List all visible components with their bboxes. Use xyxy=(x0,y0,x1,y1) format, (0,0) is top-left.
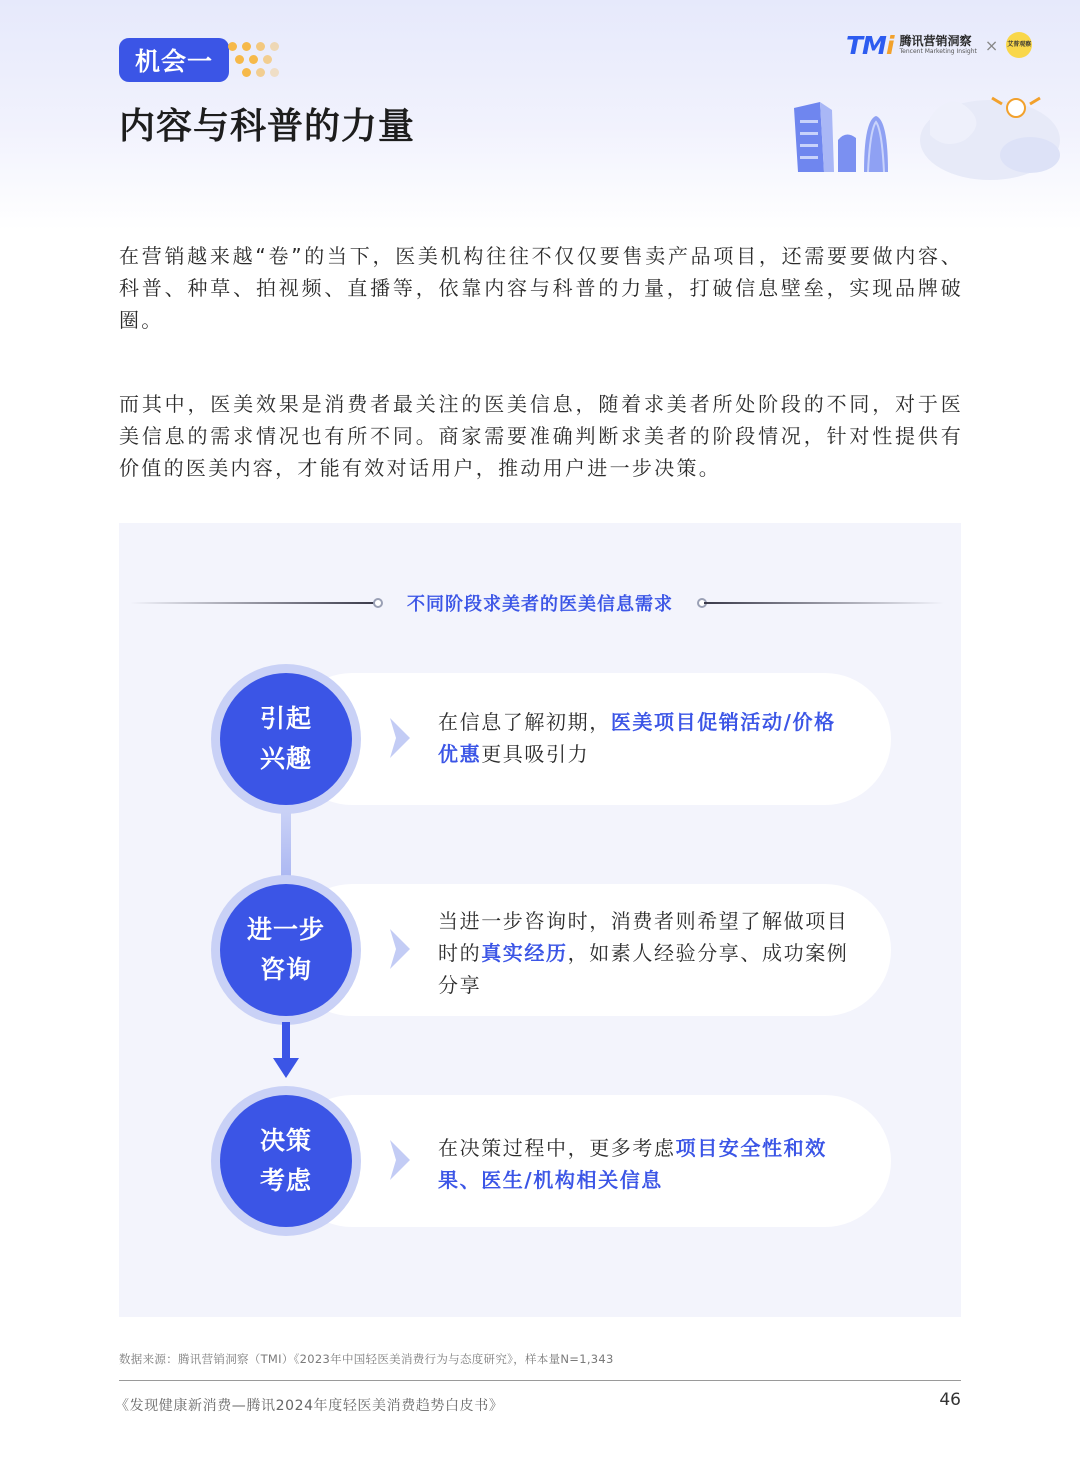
stage-connector xyxy=(281,812,291,882)
report-title: 《发现健康新消费—腾讯2024年度轻医美消费趋势白皮书》 xyxy=(115,1398,504,1414)
stage-label-line2: 咨询 xyxy=(259,955,312,984)
detail-paragraph: 而其中，医美效果是消费者最关注的医美信息，随着求美者所处阶段的不同，对于医美信息的需求情况也有所不同。商家需要准确判断求美者的阶段情况，针对性提供有价值的医美内容，才能有效对话用户，推动用户进一步决策。 xyxy=(119,392,963,480)
logo-en-name: Tencent Marketing Insight xyxy=(899,48,977,55)
tmi-logo xyxy=(846,30,1032,60)
partner-badge: 艾普观察 xyxy=(1006,32,1032,58)
stage-circle xyxy=(220,884,352,1016)
logo-cn-name: 腾讯营销洞察 xyxy=(899,34,972,48)
page-number: 46 xyxy=(939,1390,961,1410)
title-rule-right xyxy=(704,602,944,604)
decorative-dots xyxy=(226,40,286,80)
stage-label-line1: 引起 xyxy=(259,704,312,733)
stage-label-line2: 兴趣 xyxy=(259,744,312,773)
stage-arrow-shaft xyxy=(282,1022,290,1062)
diagram-title: 不同阶段求美者的医美信息需求 xyxy=(407,594,673,615)
stage-description: 当进一步咨询时，消费者则希望了解做项目时的真实经历，如素人经验分享、成功案例分享 xyxy=(438,909,849,997)
data-source-note: 数据来源：腾讯营销洞察（TMI）《2023年中国轻医美消费行为与态度研究》，样本量N=1,343 xyxy=(119,1352,614,1366)
logo-text xyxy=(900,35,977,55)
stage-label-line1: 进一步 xyxy=(246,915,325,944)
chevron-right-icon xyxy=(388,927,412,971)
city-illustration xyxy=(780,80,1060,190)
logo-separator: × xyxy=(984,35,999,55)
stage-label-line1: 决策 xyxy=(259,1126,312,1155)
stage-circle xyxy=(220,1095,352,1227)
section-tag: 机会一 xyxy=(119,38,229,82)
stage-description: 在信息了解初期，医美项目促销活动/价格优惠更具吸引力 xyxy=(438,710,836,766)
intro-paragraph: 在营销越来越“卷”的当下，医美机构往往不仅仅要售卖产品项目，还需要要做内容、科普、种草、拍视频、直播等，依靠内容与科普的力量，打破信息壁垒，实现品牌破圈。 xyxy=(119,244,963,332)
stage-label-line2: 考虑 xyxy=(259,1166,312,1195)
stage-description: 在决策过程中，更多考虑项目安全性和效果、医生/机构相关信息 xyxy=(438,1136,827,1192)
chevron-right-icon xyxy=(388,716,412,760)
logo-mark: TMi xyxy=(846,30,894,60)
arrow-down-icon xyxy=(273,1058,299,1078)
page-title: 内容与科普的力量 xyxy=(119,106,416,147)
stage-circle xyxy=(220,673,352,805)
chevron-right-icon xyxy=(388,1138,412,1182)
footer-divider xyxy=(119,1380,961,1381)
